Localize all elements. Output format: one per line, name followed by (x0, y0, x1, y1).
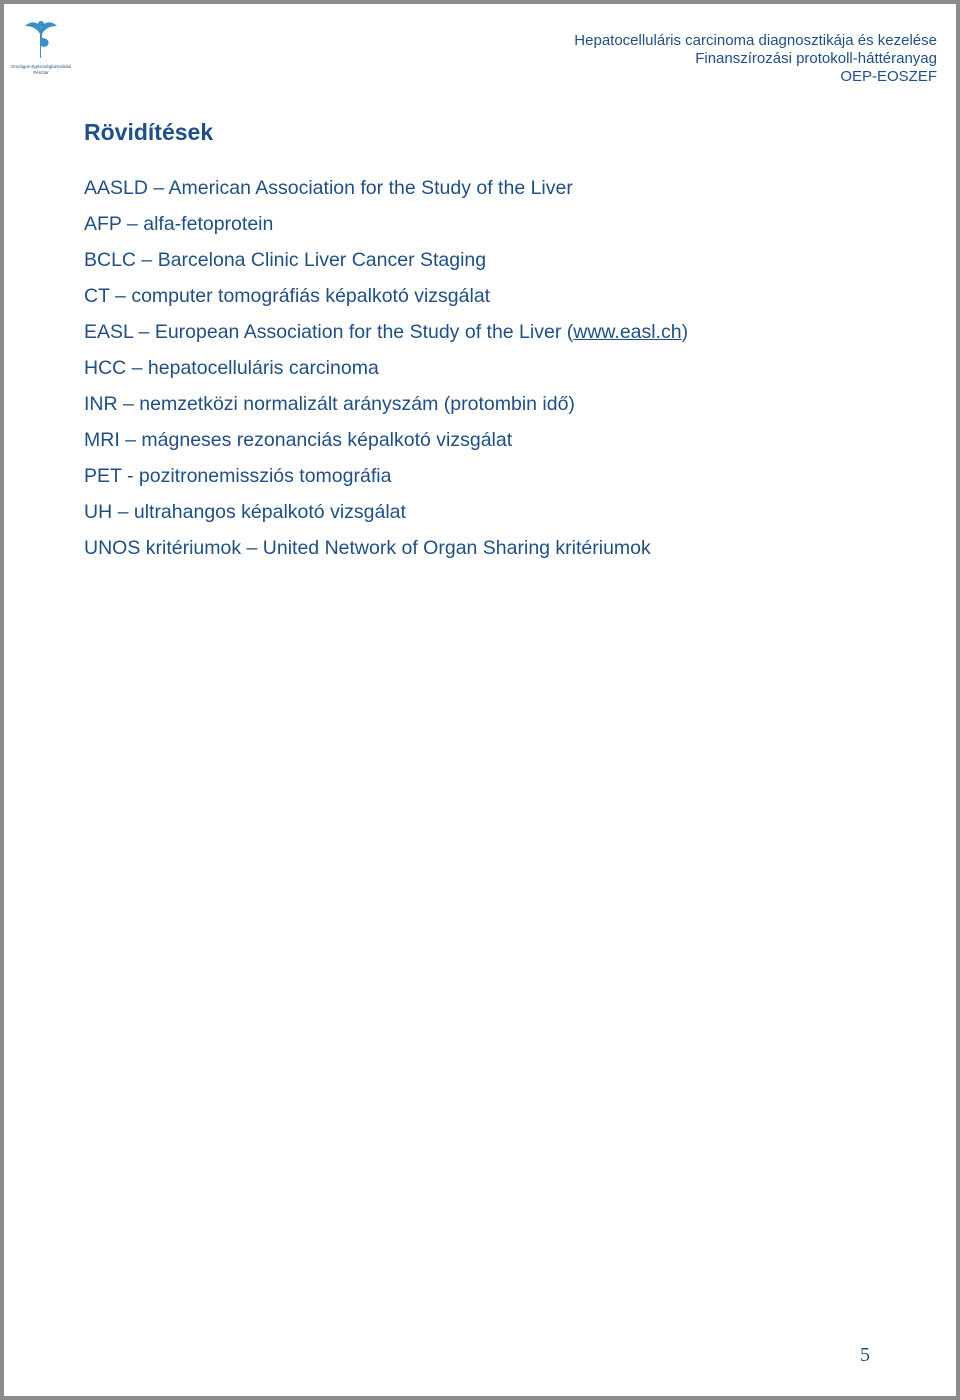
easl-link[interactable]: www.easl.ch (573, 321, 682, 343)
logo-text (8, 64, 74, 76)
caduceus-icon (21, 18, 61, 62)
abbreviation-item: AASLD – American Association for the Study of the Liver (84, 177, 573, 199)
abbreviation-item-easl (84, 317, 688, 353)
header-organization: OEP-EOSZEF (840, 68, 937, 85)
abbreviation-item: MRI – mágneses rezonanciás képalkotó vizsgálat (84, 429, 513, 451)
header-title: Hepatocelluláris carcinoma diagnosztikája és kezelése (574, 32, 937, 49)
abbreviation-item: AFP – alfa-fetoprotein (84, 213, 274, 235)
logo-text-line-1: Országos Egészségbiztosítási (10, 64, 72, 69)
abbreviation-item: CT – computer tomográfiás képalkotó vizsgálat (84, 285, 491, 307)
abbreviation-item: UNOS kritériumok – United Network of Organ Sharing kritériumok (84, 537, 651, 559)
abbreviation-item: BCLC – Barcelona Clinic Liver Cancer Staging (84, 249, 487, 271)
abbreviation-item: INR – nemzetközi normalizált arányszám (protombin idő) (84, 393, 575, 415)
section-heading: Rövidítések (84, 119, 214, 145)
abbreviation-list (84, 173, 688, 569)
page-number: 5 (860, 1344, 870, 1366)
easl-close: ) (681, 321, 689, 343)
abbreviation-item: PET - pozitronemissziós tomográfia (84, 465, 392, 487)
header-subtitle: Finanszírozási protokoll-háttéranyag (695, 50, 937, 67)
logo-text-line-2: Pénztár (33, 70, 49, 75)
oep-logo (8, 18, 74, 82)
abbreviation-item: HCC – hepatocelluláris carcinoma (84, 357, 379, 379)
document-header (574, 32, 937, 86)
document-page (4, 4, 956, 1396)
easl-text: EASL – European Association for the Study of the Liver ( (84, 321, 574, 343)
abbreviation-item: UH – ultrahangos képalkotó vizsgálat (84, 501, 406, 523)
